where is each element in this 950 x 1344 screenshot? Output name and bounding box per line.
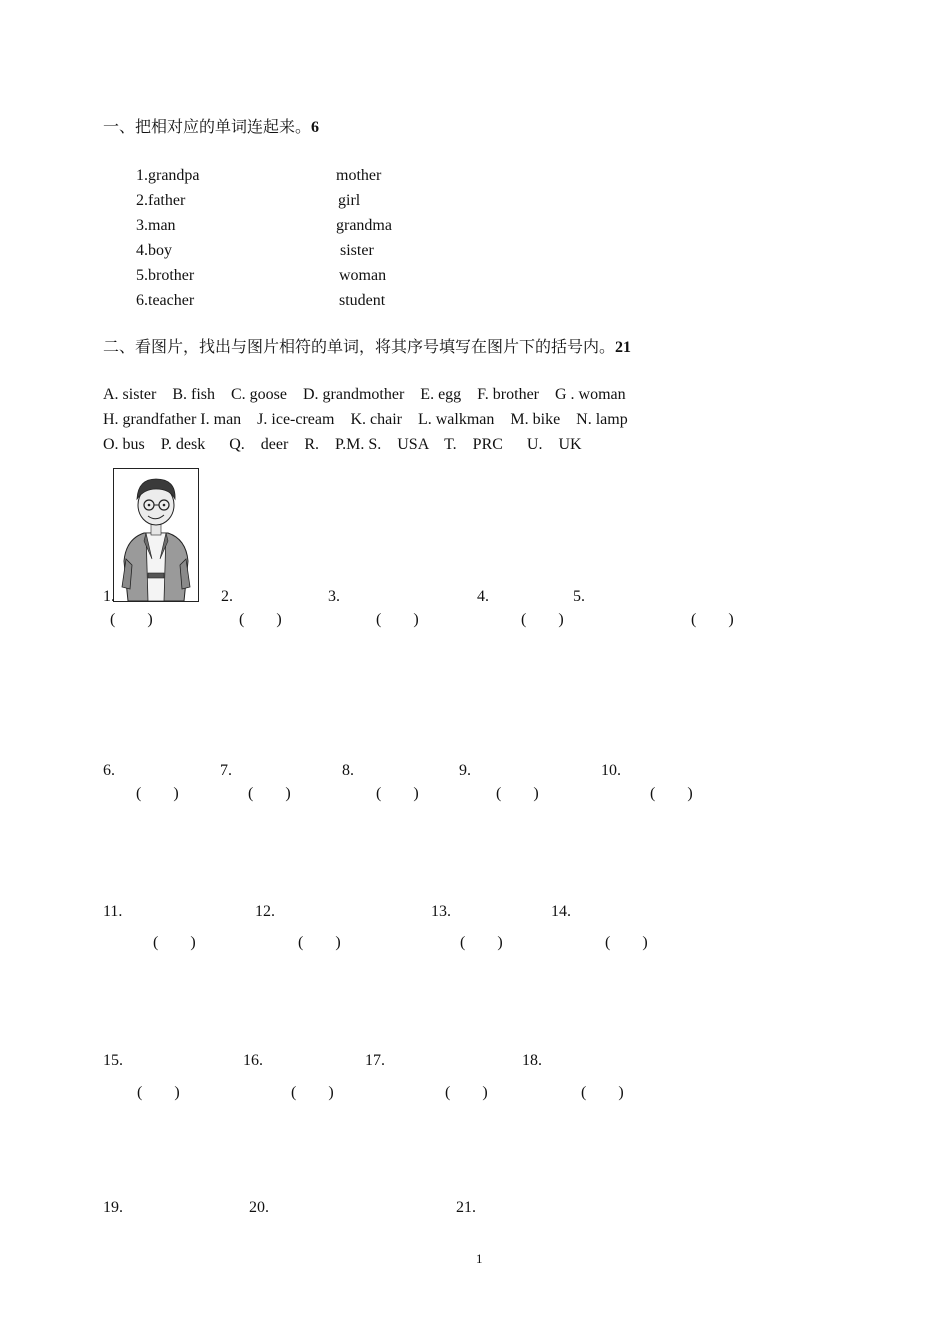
match-left-6: 6.teacher — [136, 292, 195, 309]
item-number-3: 3. — [328, 588, 340, 605]
answer-blank-18[interactable]: ( ) — [581, 1084, 624, 1101]
match-right-1: mother — [336, 167, 382, 184]
answer-blank-15[interactable]: ( ) — [137, 1084, 180, 1101]
answer-blank-1[interactable]: ( ) — [110, 611, 153, 628]
item-number-19: 19. — [103, 1199, 123, 1216]
section2-heading — [103, 338, 631, 358]
section1-title: 一、把相对应的单词连起来。 — [103, 119, 312, 136]
match-left-4: 4.boy — [136, 242, 172, 259]
answer-blank-8[interactable]: ( ) — [376, 785, 419, 802]
answer-blank-11[interactable]: ( ) — [153, 934, 196, 951]
answer-blank-4[interactable]: ( ) — [521, 611, 564, 628]
answer-blank-16[interactable]: ( ) — [291, 1084, 334, 1101]
item-number-4: 4. — [477, 588, 489, 605]
item-number-12: 12. — [255, 903, 275, 920]
item-number-15: 15. — [103, 1052, 123, 1069]
item-number-8: 8. — [342, 762, 354, 779]
item-number-16: 16. — [243, 1052, 263, 1069]
options-line-1: A. sister B. fish C. goose D. grandmother E. egg F. brother G . woman — [103, 386, 626, 403]
answer-blank-5[interactable]: ( ) — [691, 611, 734, 628]
page-number: 1 — [476, 1251, 483, 1266]
match-left-3: 3.man — [136, 217, 176, 234]
match-right-5: woman — [339, 267, 387, 284]
item-number-14: 14. — [551, 903, 571, 920]
item-number-2: 2. — [221, 588, 233, 605]
answer-blank-13[interactable]: ( ) — [460, 934, 503, 951]
answer-blank-12[interactable]: ( ) — [298, 934, 341, 951]
options-line-3: O. bus P. desk Q. deer R. P.M. S. USA T. PRC U. UK — [103, 436, 582, 453]
answer-blank-2[interactable]: ( ) — [239, 611, 282, 628]
match-right-6: student — [339, 292, 386, 309]
item-number-21: 21. — [456, 1199, 476, 1216]
answer-blank-17[interactable]: ( ) — [445, 1084, 488, 1101]
answer-blank-14[interactable]: ( ) — [605, 934, 648, 951]
item-number-7: 7. — [220, 762, 232, 779]
item-number-9: 9. — [459, 762, 471, 779]
options-line-2: H. grandfather I. man J. ice-cream K. chair L. walkman M. bike N. lamp — [103, 411, 628, 428]
match-right-3: grandma — [336, 217, 392, 234]
item-number-11: 11. — [103, 903, 123, 920]
answer-blank-9[interactable]: ( ) — [496, 785, 539, 802]
match-right-4: sister — [340, 242, 374, 259]
item-number-5: 5. — [573, 588, 585, 605]
answer-blank-6[interactable]: ( ) — [136, 785, 179, 802]
match-right-2: girl — [338, 192, 361, 209]
match-left-5: 5.brother — [136, 267, 195, 284]
item-number-17: 17. — [365, 1052, 385, 1069]
item-number-1: 1. — [103, 588, 115, 605]
item-number-13: 13. — [431, 903, 451, 920]
item-number-6: 6. — [103, 762, 115, 779]
item-number-20: 20. — [249, 1199, 269, 1216]
section2-score: 21 — [615, 339, 632, 356]
section1-score: 6 — [311, 119, 320, 136]
cartoon-man-illustration — [114, 469, 198, 601]
answer-blank-3[interactable]: ( ) — [376, 611, 419, 628]
item-number-10: 10. — [601, 762, 621, 779]
section1-heading — [103, 118, 319, 138]
answer-blank-7[interactable]: ( ) — [248, 785, 291, 802]
answer-blank-10[interactable]: ( ) — [650, 785, 693, 802]
section2-title: 二、看图片，找出与图片相符的单词，将其序号填写在图片下的括号内。 — [103, 339, 616, 356]
cartoon-man-picture — [113, 468, 199, 602]
match-left-2: 2.father — [136, 192, 186, 209]
match-left-1: 1.grandpa — [136, 167, 200, 184]
item-number-18: 18. — [522, 1052, 542, 1069]
